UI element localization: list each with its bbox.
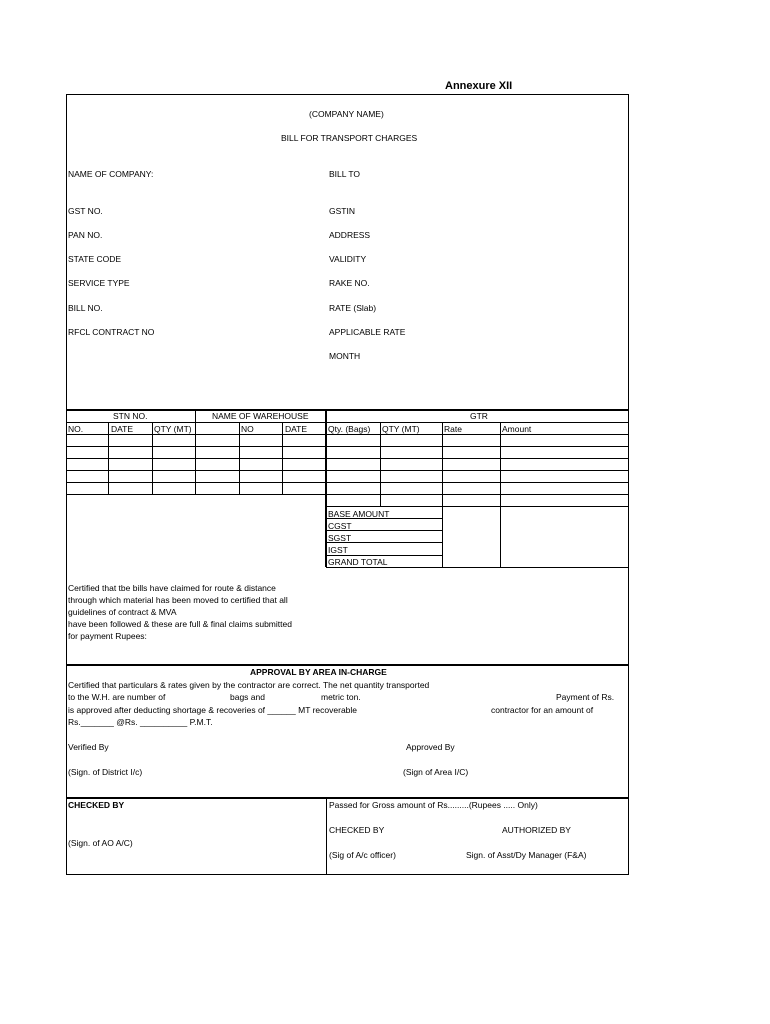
column-header-qty-mt: QTY (MT) [154,424,192,434]
approval-text-line1: Certified that particulars & rates given by the contractor are correct. The net quantity transported [68,680,430,690]
summary-base-amount: BASE AMOUNT [328,509,390,519]
verified-by-label: Verified By [68,742,109,752]
field-bill-no: BILL NO. [68,303,103,313]
certification-line: for payment Rupees: [68,631,147,641]
group-header-gtr: GTR [470,411,488,421]
certification-line: Certified that tbe bills have claimed for route & distance [68,583,276,593]
company-name-heading: (COMPANY NAME) [309,109,384,119]
field-validity: VALIDITY [329,254,367,264]
section-divider [66,797,629,799]
sign-area-label: (Sign of Area I/C) [403,767,469,777]
approval-text-line3a: is approved after deducting shortage & recoveries of ______ MT recoverable [68,705,358,715]
checked-by-right-label: CHECKED BY [329,825,385,835]
summary-sgst: SGST [328,533,352,543]
column-header-warehouse-no: NO [241,424,254,434]
column-header-amount: Amount [502,424,532,434]
sign-district-label: (Sign. of District I/c) [68,767,143,777]
bill-title: BILL FOR TRANSPORT CHARGES [281,133,418,143]
field-gst-no: GST NO. [68,206,103,216]
approval-text-line2c: metric ton. [321,692,361,702]
field-name-of-company: NAME OF COMPANY: [68,169,154,179]
field-rfcl-contract-no: RFCL CONTRACT NO [68,327,155,337]
column-divider [326,798,327,875]
section-divider [66,664,629,666]
checked-by-left-label: CHECKED BY [68,800,125,810]
certification-line: guidelines of contract & MVA [68,607,177,617]
group-header-stn-no: STN NO. [113,411,148,421]
sig-ac-officer-label: (Sig of A/c officer) [329,850,396,860]
approved-by-label: Approved By [406,742,455,752]
certification-line: through which material has been moved to certified that all [68,595,288,605]
column-header-qty-bags: Qty. (Bags) [328,424,371,434]
approval-text-line2a: to the W.H. are number of [68,692,166,702]
approval-text-line4: Rs._______ @Rs. __________ P.M.T. [68,717,213,727]
approval-text-line2d: Payment of Rs. [556,692,615,702]
field-month: MONTH [329,351,361,361]
approval-text-line2b: bags and [230,692,265,702]
passed-for-gross-text: Passed for Gross amount of Rs.........(Rupees ..... Only) [329,800,538,810]
summary-cgst: CGST [328,521,352,531]
sign-asst-manager-label: Sign. of Asst/Dy Manager (F&A) [466,850,587,860]
column-header-rate: Rate [444,424,462,434]
approval-text-line3b: contractor for an amount of [491,705,594,715]
column-header-no: NO. [68,424,84,434]
approval-title: APPROVAL BY AREA IN-CHARGE [250,667,387,677]
annexure-title: Annexure XII [445,80,513,92]
summary-grand-total: GRAND TOTAL [328,557,388,567]
field-pan-no: PAN NO. [68,230,103,240]
sign-ao-label: (Sign. of AO A/C) [68,838,133,848]
column-header-gtr-qty-mt: QTY (MT) [382,424,420,434]
field-gstin: GSTIN [329,206,355,216]
certification-line: have been followed & these are full & final claims submitted [68,619,292,629]
summary-igst: IGST [328,545,348,555]
column-header-date: DATE [111,424,134,434]
field-applicable-rate: APPLICABLE RATE [329,327,406,337]
field-bill-to: BILL TO [329,169,361,179]
field-rake-no: RAKE NO. [329,278,370,288]
group-header-name-of-warehouse: NAME OF WAREHOUSE [212,411,309,421]
field-service-type: SERVICE TYPE [68,278,130,288]
authorized-by-label: AUTHORIZED BY [502,825,571,835]
field-rate-slab: RATE (Slab) [329,303,377,313]
column-header-warehouse-date: DATE [285,424,308,434]
field-state-code: STATE CODE [68,254,122,264]
field-address: ADDRESS [329,230,371,240]
